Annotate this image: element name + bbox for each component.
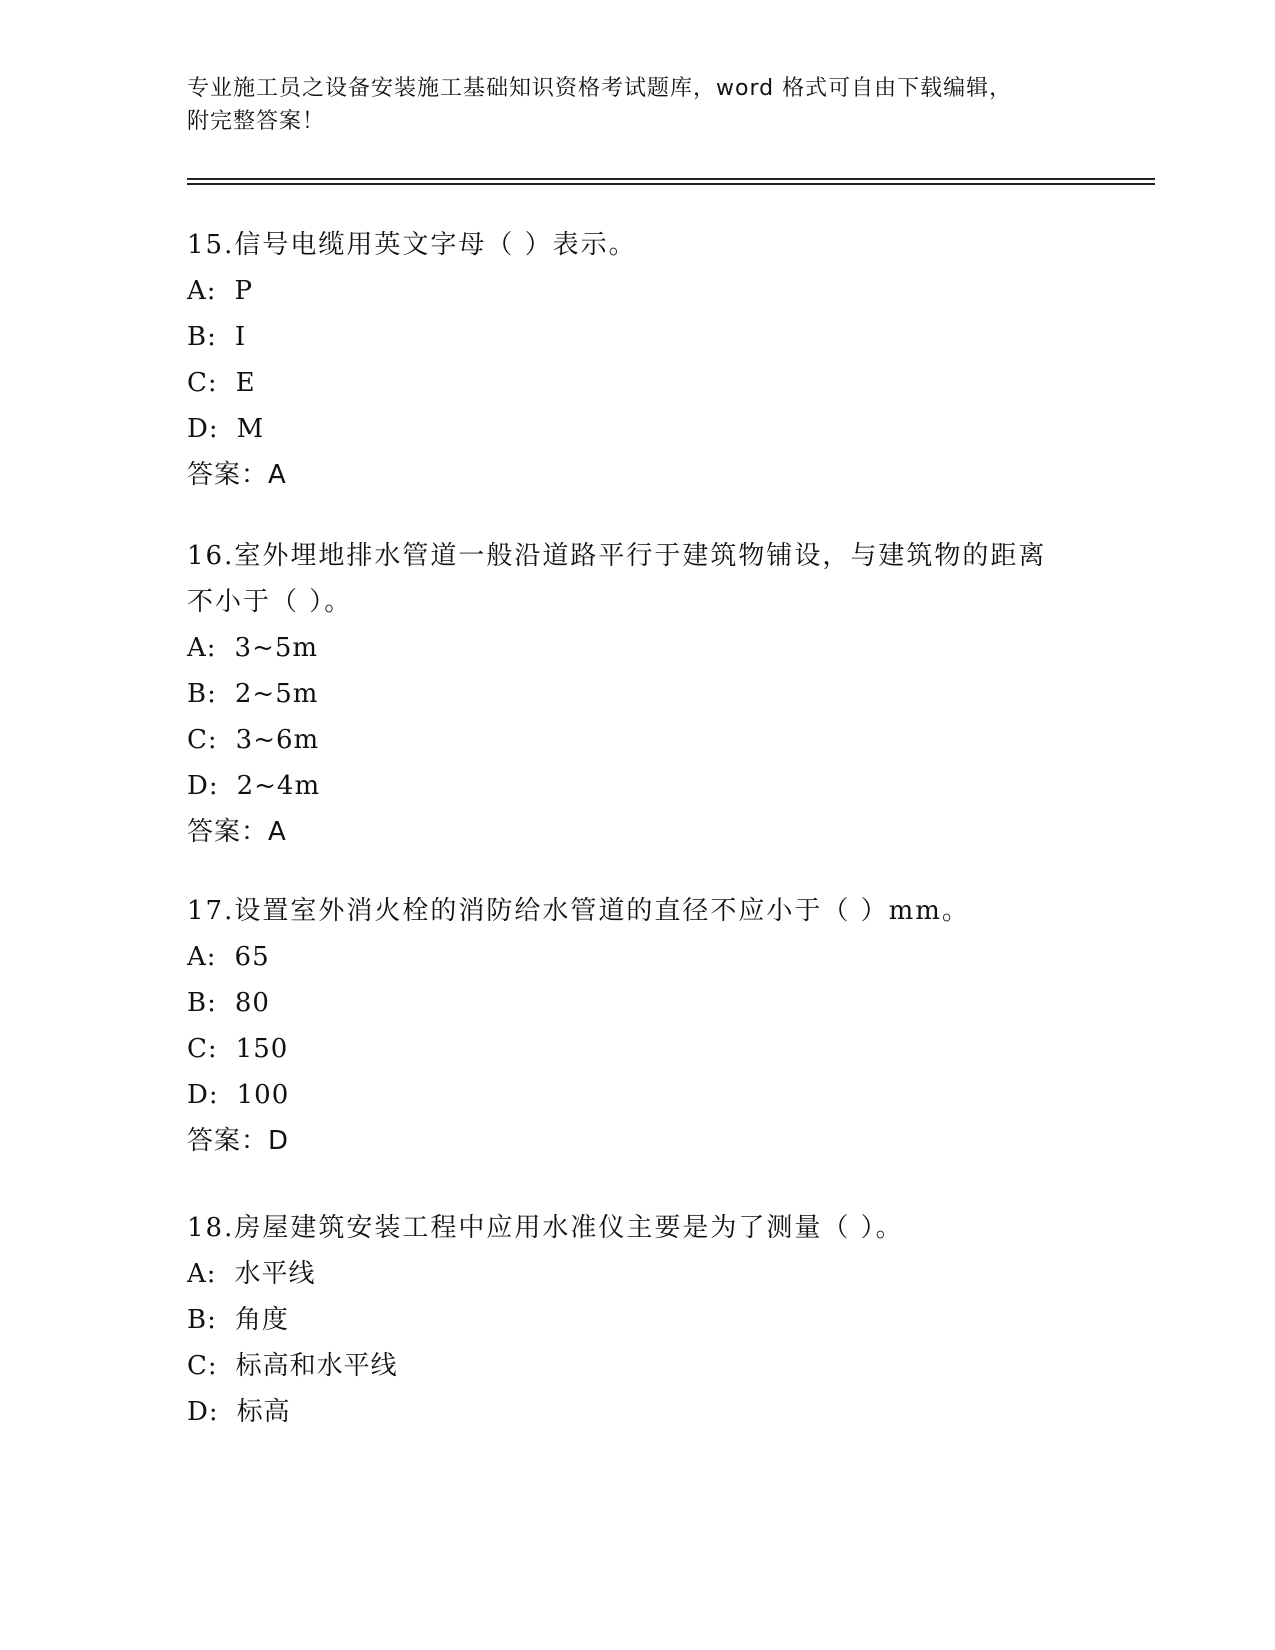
option-a [187,268,1087,314]
question-16 [187,533,1087,855]
option-text: 标高 [236,1397,291,1427]
option-text: 2~4m [236,771,321,801]
question-stem: 16.室外埋地排水管道一般沿道路平行于建筑物铺设，与建筑物的距离 [187,541,1047,571]
option-key: C: [187,1351,218,1381]
option-b [187,1297,1087,1343]
option-key: A: [187,1259,217,1289]
header-line-1: 专业施工员之设备安装施工基础知识资格考试题库，word 格式可自由下载编辑， [187,76,1013,101]
option-text: I [234,322,247,352]
answer-label: 答案：A [187,817,287,847]
option-d [187,1389,1087,1435]
option-key: C: [187,725,218,755]
option-c [187,360,1087,406]
option-b [187,314,1087,360]
option-a [187,625,1087,671]
option-key: A: [187,633,217,663]
option-text: 65 [234,942,270,972]
option-c [187,1343,1087,1389]
question-stem: 17.设置室外消火栓的消防给水管道的直径不应小于（ ）mm。 [187,896,970,926]
answer-label: 答案：D [187,1126,290,1156]
header-divider-top [187,178,1155,180]
option-text: 100 [236,1080,290,1110]
option-text: 3~5m [234,633,319,663]
option-text: M [236,414,265,444]
option-b [187,671,1087,717]
option-text: 角度 [234,1305,289,1335]
option-key: D: [187,1397,219,1427]
answer-label: 答案：A [187,460,287,490]
option-b [187,980,1087,1026]
option-text: 3~6m [235,725,320,755]
option-key: A: [187,276,217,306]
question-stem: 15.信号电缆用英文字母（ ）表示。 [187,230,637,260]
question-17 [187,888,1087,1164]
option-text: 150 [235,1034,289,1064]
option-key: D: [187,1080,219,1110]
question-18 [187,1205,1087,1435]
option-key: D: [187,771,219,801]
option-key: B: [187,1305,217,1335]
option-key: A: [187,942,217,972]
header-line-2: 附完整答案！ [187,109,326,134]
option-key: B: [187,988,217,1018]
option-c [187,1026,1087,1072]
question-15 [187,222,1087,498]
option-text: 标高和水平线 [235,1351,398,1381]
option-text: 80 [234,988,270,1018]
option-d [187,1072,1087,1118]
option-key: C: [187,1034,218,1064]
option-c [187,717,1087,763]
option-text: 水平线 [234,1259,316,1289]
option-a [187,934,1087,980]
option-key: C: [187,368,218,398]
option-key: B: [187,322,217,352]
question-stem: 18.房屋建筑安装工程中应用水准仪主要是为了测量（ ）。 [187,1213,904,1243]
option-key: B: [187,679,217,709]
option-key: D: [187,414,219,444]
header-divider-bottom [187,183,1155,185]
option-a [187,1251,1087,1297]
document-header [187,72,1087,138]
option-d [187,763,1087,809]
option-text: P [234,276,254,306]
option-text: E [235,368,256,398]
option-text: 2~5m [234,679,319,709]
option-d [187,406,1087,452]
question-stem-continued: 不小于（ ）。 [187,587,353,617]
